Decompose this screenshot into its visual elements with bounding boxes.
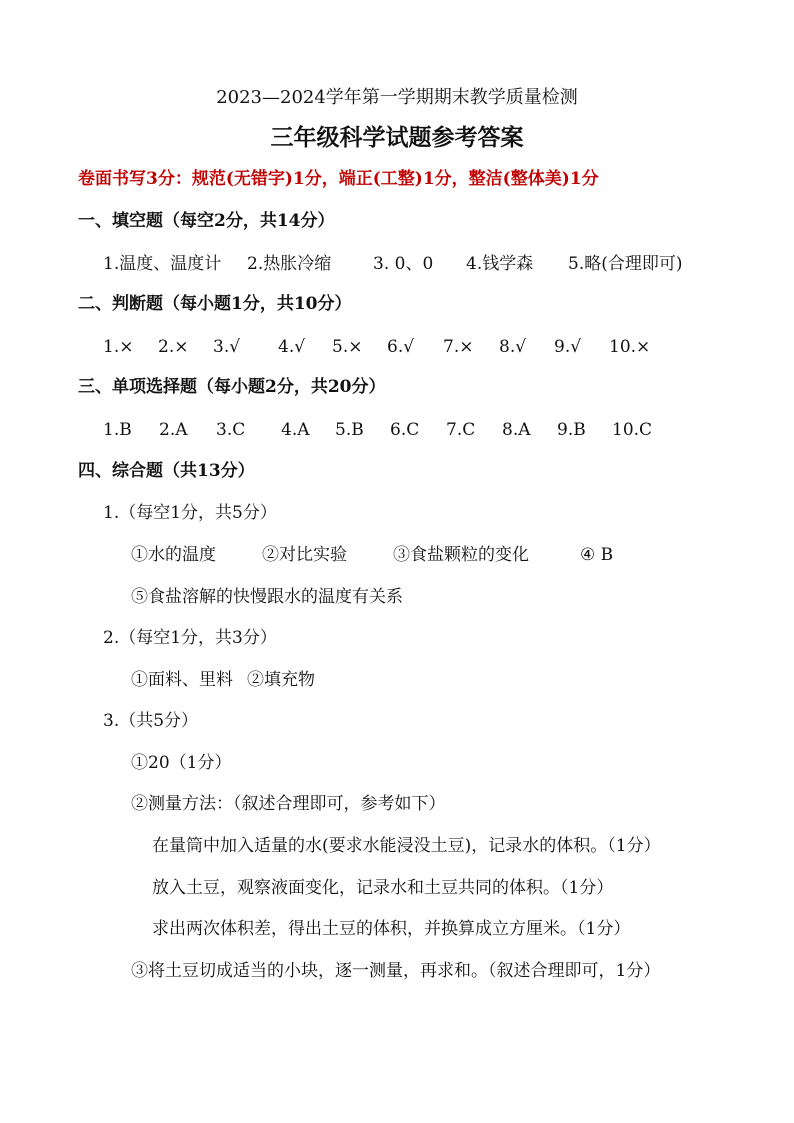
q3-step-2: 放入土豆，观察液面变化，记录水和土豆共同的体积。（1分） xyxy=(152,878,614,898)
answer-item: 1.B xyxy=(103,420,132,440)
section-1-heading: 一、填空题（每空2分，共14分） xyxy=(78,211,335,231)
answer-item: 3. 0、0 xyxy=(373,254,434,274)
answer-item: 8.A xyxy=(502,420,531,440)
answer-item: ②对比实验 xyxy=(262,545,347,565)
answer-key-title: 三年级科学试题参考答案 xyxy=(270,124,524,151)
answer-item: 1.温度、温度计 xyxy=(103,254,222,274)
section-3-heading: 三、单项选择题（每小题2分，共20分） xyxy=(78,377,386,397)
answer-item: 7.× xyxy=(443,337,474,357)
q1-answers xyxy=(131,545,613,565)
answer-item: 8.√ xyxy=(499,337,527,357)
answer-item: 4.A xyxy=(281,420,310,440)
answer-item: 2.A xyxy=(159,420,188,440)
answer-item: 2.× xyxy=(158,337,189,357)
exam-title: 2023—2024学年第一学期期末教学质量检测 xyxy=(216,87,578,108)
q3-step-3: 求出两次体积差，得出土豆的体积，并换算成立方厘米。（1分） xyxy=(152,919,631,939)
answer-item: 6.C xyxy=(390,420,420,440)
q3-answer-2: ②测量方法：（叙述合理即可，参考如下） xyxy=(131,794,446,814)
answer-item: 6.√ xyxy=(387,337,415,357)
answer-item: 5.B xyxy=(335,420,364,440)
q3-step-1: 在量筒中加入适量的水(要求水能浸没土豆)，记录水的体积。（1分） xyxy=(152,836,661,856)
q1-answer-5: ⑤食盐溶解的快慢跟水的温度有关系 xyxy=(131,587,403,607)
q2-answers xyxy=(131,670,315,690)
section-4-heading: 四、综合题（共13分） xyxy=(78,461,255,481)
handwriting-score-note: 卷面书写3分：规范(无错字)1分，端正(工整)1分，整洁(整体美)1分 xyxy=(78,169,599,189)
answer-item: 9.√ xyxy=(554,337,582,357)
section-2-answers xyxy=(103,337,650,357)
answer-item: 7.C xyxy=(446,420,476,440)
section-3-answers xyxy=(103,420,652,440)
answer-item: 5.× xyxy=(332,337,363,357)
section-2-heading: 二、判断题（每小题1分，共10分） xyxy=(78,294,352,314)
answer-item: 5.略(合理即可) xyxy=(568,254,683,274)
answer-item: ①面料、里料 xyxy=(131,670,233,690)
q3-answer-1: ①20（1分） xyxy=(131,753,232,773)
answer-item: 3.√ xyxy=(213,337,241,357)
answer-item: ③食盐颗粒的变化 xyxy=(393,545,529,565)
answer-item: 3.C xyxy=(216,420,246,440)
answer-item: 1.× xyxy=(103,337,134,357)
answer-item: ②填充物 xyxy=(247,670,315,690)
section-1-answers xyxy=(103,254,682,274)
q1-label: 1.（每空1分，共5分） xyxy=(103,503,277,523)
q3-answer-3: ③将土豆切成适当的小块，逐一测量，再求和。（叙述合理即可，1分） xyxy=(131,961,661,981)
q3-label: 3.（共5分） xyxy=(103,711,199,731)
answer-item: ④ B xyxy=(580,545,614,565)
q2-label: 2.（每空1分，共3分） xyxy=(103,628,277,648)
answer-item: 2.热胀冷缩 xyxy=(247,254,332,274)
answer-item: 10.C xyxy=(612,420,653,440)
answer-item: ①水的温度 xyxy=(131,545,216,565)
answer-item: 9.B xyxy=(557,420,586,440)
answer-item: 10.× xyxy=(609,337,651,357)
answer-item: 4.√ xyxy=(278,337,306,357)
answer-item: 4.钱学森 xyxy=(466,254,534,274)
